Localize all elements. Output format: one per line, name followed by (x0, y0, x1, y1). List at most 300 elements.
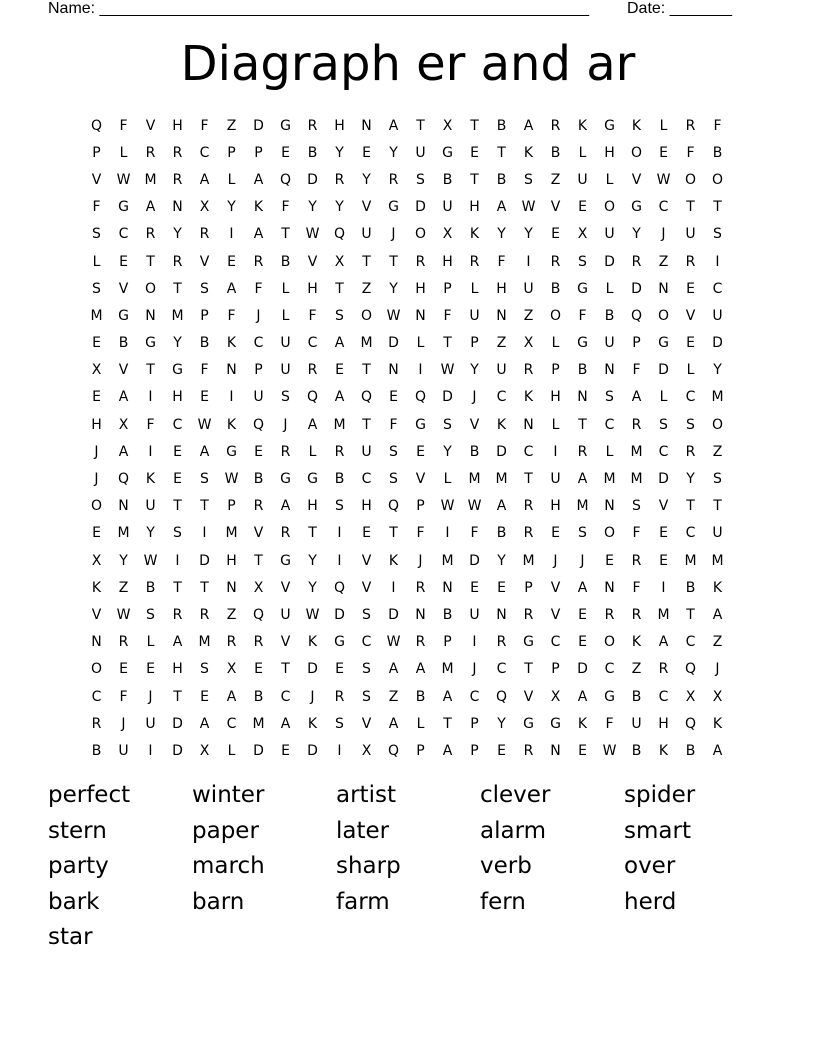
grid-letter: B (145, 579, 156, 596)
grid-letter: F (416, 525, 425, 542)
grid-letter: L (146, 634, 155, 651)
grid-letter: D (469, 552, 480, 569)
grid-letter: I (337, 552, 342, 569)
grid-letter: R (631, 416, 642, 433)
grid-letter: U (550, 471, 561, 488)
grid-letter: G (658, 335, 669, 352)
grid-letter: N (388, 362, 399, 379)
grid-letter: E (200, 389, 209, 406)
grid-letter: D (577, 661, 588, 678)
grid-letter: A (280, 715, 291, 732)
grid-letter: A (388, 661, 399, 678)
grid-letter: V (550, 579, 561, 596)
grid-row (83, 438, 731, 465)
grid-letter: S (92, 226, 101, 243)
grid-letter: C (496, 661, 507, 678)
grid-letter: X (118, 416, 129, 433)
grid-letter: Y (173, 335, 182, 352)
grid-letter: M (522, 552, 535, 569)
grid-letter: Y (686, 471, 695, 488)
grid-letter: Z (631, 661, 642, 678)
grid-letter: D (307, 742, 318, 759)
grid-letter: H (91, 416, 102, 433)
grid-letter: H (172, 117, 183, 134)
grid-letter: U (361, 226, 372, 243)
grid-letter: A (253, 226, 264, 243)
grid-letter: E (578, 634, 587, 651)
grid-letter: S (605, 389, 614, 406)
grid-letter: E (254, 661, 263, 678)
grid-letter: R (658, 661, 669, 678)
grid-letter: C (280, 688, 291, 705)
grid-letter: V (361, 199, 372, 216)
grid-row (83, 601, 731, 628)
grid-row (83, 574, 731, 601)
grid-letter: U (469, 307, 480, 324)
grid-letter: X (199, 742, 210, 759)
grid-letter: R (253, 498, 264, 515)
grid-letter: A (199, 715, 210, 732)
grid-letter: W (197, 416, 212, 433)
grid-letter: A (280, 498, 291, 515)
grid-letter: A (253, 171, 264, 188)
grid-letter: K (307, 715, 318, 732)
grid-letter: P (443, 280, 452, 297)
grid-letter: V (145, 117, 156, 134)
grid-letter: D (172, 715, 183, 732)
grid-letter: T (173, 688, 182, 705)
grid-letter: I (148, 742, 153, 759)
grid-letter: B (253, 471, 264, 488)
grid-letter: B (685, 742, 696, 759)
grid-letter: V (469, 416, 480, 433)
grid-letter: L (308, 443, 317, 460)
grid-letter: I (445, 525, 450, 542)
grid-letter: C (253, 335, 264, 352)
grid-letter: L (119, 144, 128, 161)
word-list-item: march (192, 853, 265, 879)
grid-letter: T (470, 117, 479, 134)
grid-letter: C (604, 661, 615, 678)
grid-letter: G (280, 471, 291, 488)
grid-letter: W (116, 606, 131, 623)
grid-letter: K (145, 471, 156, 488)
grid-letter: R (199, 606, 210, 623)
grid-letter: B (685, 579, 696, 596)
grid-letter: O (711, 171, 724, 188)
grid-letter: R (307, 362, 318, 379)
grid-letter: O (684, 171, 697, 188)
grid-letter: E (578, 742, 587, 759)
grid-letter: V (280, 579, 291, 596)
grid-letter: Z (226, 606, 237, 623)
grid-letter: T (443, 715, 452, 732)
grid-letter: T (686, 498, 695, 515)
grid-letter: F (632, 362, 641, 379)
grid-letter: P (227, 498, 236, 515)
grid-letter: R (172, 171, 183, 188)
grid-letter: C (658, 443, 669, 460)
grid-letter: R (280, 443, 291, 460)
grid-letter: R (523, 362, 534, 379)
grid-letter: M (684, 552, 697, 569)
grid-letter: Z (550, 171, 561, 188)
grid-letter: E (92, 525, 101, 542)
grid-letter: Z (118, 579, 129, 596)
grid-letter: V (523, 688, 534, 705)
grid-letter: J (580, 552, 585, 569)
grid-letter: F (119, 117, 128, 134)
grid-letter: E (551, 226, 560, 243)
word-search-grid (83, 112, 731, 765)
grid-letter: A (118, 443, 129, 460)
grid-letter: D (307, 171, 318, 188)
grid-letter: Y (335, 199, 344, 216)
grid-letter: J (472, 661, 477, 678)
grid-letter: S (200, 661, 209, 678)
grid-letter: A (712, 742, 723, 759)
grid-letter: S (335, 715, 344, 732)
grid-letter: G (577, 335, 588, 352)
grid-letter: Z (658, 253, 669, 270)
grid-letter: R (280, 525, 291, 542)
grid-letter: M (630, 471, 643, 488)
grid-letter: U (604, 335, 615, 352)
grid-letter: A (199, 443, 210, 460)
grid-row (83, 656, 731, 683)
grid-letter: U (118, 742, 129, 759)
grid-letter: L (605, 280, 614, 297)
grid-letter: U (685, 226, 696, 243)
grid-letter: U (577, 171, 588, 188)
grid-letter: L (470, 280, 479, 297)
grid-letter: J (94, 443, 99, 460)
grid-letter: A (496, 199, 507, 216)
grid-letter: G (334, 634, 345, 651)
grid-letter: X (91, 362, 102, 379)
grid-letter: F (227, 307, 236, 324)
grid-letter: J (472, 389, 477, 406)
grid-letter: B (712, 144, 723, 161)
grid-letter: P (470, 742, 479, 759)
grid-letter: G (442, 144, 453, 161)
grid-letter: M (117, 525, 130, 542)
grid-letter: G (415, 416, 426, 433)
grid-letter: A (226, 688, 237, 705)
grid-letter: V (361, 715, 372, 732)
grid-letter: E (173, 471, 182, 488)
grid-letter: A (442, 742, 453, 759)
grid-letter: V (631, 171, 642, 188)
grid-letter: K (226, 335, 237, 352)
grid-letter: Y (308, 552, 317, 569)
grid-letter: E (659, 144, 668, 161)
grid-letter: T (173, 498, 182, 515)
date-field-label: Date: _______ (627, 0, 732, 17)
grid-letter: O (603, 525, 616, 542)
grid-letter: O (630, 144, 643, 161)
grid-letter: J (94, 471, 99, 488)
grid-letter: Q (414, 389, 427, 406)
grid-letter: C (307, 335, 318, 352)
grid-letter: Y (335, 144, 344, 161)
grid-letter: W (440, 498, 455, 515)
grid-letter: W (305, 606, 320, 623)
grid-letter: O (711, 416, 724, 433)
grid-letter: L (551, 335, 560, 352)
grid-letter: T (713, 498, 722, 515)
grid-letter: S (146, 606, 155, 623)
grid-letter: Q (684, 715, 697, 732)
grid-letter: R (253, 253, 264, 270)
grid-letter: U (604, 226, 615, 243)
grid-letter: U (469, 606, 480, 623)
grid-row (83, 112, 731, 139)
grid-letter: V (658, 498, 669, 515)
grid-letter: B (280, 253, 291, 270)
grid-letter: A (118, 389, 129, 406)
grid-letter: X (91, 552, 102, 569)
grid-letter: P (443, 634, 452, 651)
grid-letter: R (523, 498, 534, 515)
grid-letter: D (604, 253, 615, 270)
grid-letter: B (631, 742, 642, 759)
grid-letter: O (90, 498, 103, 515)
grid-letter: Y (632, 226, 641, 243)
grid-letter: K (712, 579, 723, 596)
grid-letter: I (715, 253, 720, 270)
grid-letter: N (361, 117, 372, 134)
grid-letter: E (119, 661, 128, 678)
grid-letter: S (686, 416, 695, 433)
word-list-item: spider (624, 782, 696, 808)
grid-letter: E (362, 525, 371, 542)
grid-letter: N (91, 634, 102, 651)
grid-letter: P (92, 144, 101, 161)
grid-row (83, 384, 731, 411)
grid-letter: M (603, 471, 616, 488)
grid-letter: C (685, 525, 696, 542)
grid-letter: O (603, 199, 616, 216)
word-list (48, 778, 768, 956)
grid-row (83, 683, 731, 710)
grid-letter: A (658, 634, 669, 651)
grid-letter: C (550, 634, 561, 651)
grid-letter: I (472, 634, 477, 651)
grid-letter: Q (360, 389, 373, 406)
grid-letter: W (602, 742, 617, 759)
grid-letter: E (227, 253, 236, 270)
page-title: Diagraph er and ar (180, 36, 636, 92)
grid-letter: R (172, 144, 183, 161)
grid-letter: F (254, 280, 263, 297)
grid-letter: R (631, 606, 642, 623)
grid-letter: S (578, 525, 587, 542)
grid-letter: E (551, 525, 560, 542)
grid-letter: S (389, 471, 398, 488)
grid-letter: U (496, 362, 507, 379)
grid-letter: M (711, 389, 724, 406)
grid-letter: S (416, 171, 425, 188)
grid-letter: R (334, 443, 345, 460)
grid-letter: N (496, 606, 507, 623)
grid-letter: Y (497, 552, 506, 569)
grid-row (83, 139, 731, 166)
grid-letter: U (442, 199, 453, 216)
grid-letter: R (118, 634, 129, 651)
grid-letter: C (685, 389, 696, 406)
grid-letter: X (550, 688, 561, 705)
grid-letter: C (172, 416, 183, 433)
grid-letter: T (254, 552, 263, 569)
grid-letter: E (389, 389, 398, 406)
grid-letter: G (523, 715, 534, 732)
grid-letter: A (307, 416, 318, 433)
grid-letter: E (173, 443, 182, 460)
grid-letter: B (442, 606, 453, 623)
grid-letter: N (577, 389, 588, 406)
grid-row (83, 411, 731, 438)
grid-letter: P (200, 307, 209, 324)
grid-letter: L (686, 362, 695, 379)
grid-letter: C (658, 688, 669, 705)
grid-letter: V (280, 634, 291, 651)
grid-letter: R (388, 171, 399, 188)
grid-letter: E (497, 742, 506, 759)
grid-letter: J (283, 416, 288, 433)
grid-letter: F (470, 525, 479, 542)
grid-letter: Y (362, 171, 371, 188)
grid-letter: C (361, 634, 372, 651)
grid-letter: K (712, 715, 723, 732)
grid-letter: L (416, 715, 425, 732)
grid-letter: F (497, 253, 506, 270)
grid-letter: S (281, 389, 290, 406)
grid-letter: S (524, 171, 533, 188)
grid-letter: Y (308, 579, 317, 596)
grid-letter: H (334, 117, 345, 134)
grid-letter: A (199, 171, 210, 188)
grid-letter: P (416, 498, 425, 515)
grid-letter: O (360, 307, 373, 324)
grid-letter: Q (387, 498, 400, 515)
grid-letter: E (578, 606, 587, 623)
grid-letter: X (712, 688, 723, 705)
grid-letter: H (415, 280, 426, 297)
grid-letter: N (658, 280, 669, 297)
grid-letter: G (226, 443, 237, 460)
grid-letter: Y (389, 144, 398, 161)
grid-letter: B (496, 117, 507, 134)
grid-letter: E (578, 199, 587, 216)
grid-letter: P (470, 335, 479, 352)
grid-letter: C (712, 280, 723, 297)
grid-letter: A (523, 117, 534, 134)
grid-row (83, 737, 731, 764)
grid-row (83, 221, 731, 248)
grid-letter: Q (117, 471, 130, 488)
grid-letter: R (253, 634, 264, 651)
grid-letter: R (523, 742, 534, 759)
grid-letter: Q (387, 742, 400, 759)
grid-letter: I (148, 443, 153, 460)
word-list-item: alarm (480, 817, 547, 844)
word-list-item: over (624, 853, 676, 879)
grid-letter: E (605, 552, 614, 569)
grid-letter: E (497, 579, 506, 596)
grid-letter: U (280, 335, 291, 352)
grid-letter: K (307, 634, 318, 651)
word-list-item: artist (336, 782, 396, 808)
grid-letter: E (362, 144, 371, 161)
grid-letter: S (443, 416, 452, 433)
grid-letter: T (389, 253, 398, 270)
grid-letter: K (577, 117, 588, 134)
grid-row (83, 710, 731, 737)
grid-letter: T (200, 498, 209, 515)
grid-letter: D (388, 335, 399, 352)
word-list-item: herd (624, 888, 677, 915)
grid-letter: H (604, 144, 615, 161)
grid-letter: L (416, 335, 425, 352)
grid-letter: F (713, 117, 722, 134)
grid-letter: A (388, 117, 399, 134)
grid-letter: N (145, 307, 156, 324)
grid-letter: S (632, 498, 641, 515)
grid-letter: Q (630, 307, 643, 324)
word-list-item: sharp (336, 853, 401, 879)
grid-letter: P (470, 715, 479, 732)
grid-letter: V (307, 253, 318, 270)
grid-letter: G (145, 335, 156, 352)
grid-letter: W (440, 362, 455, 379)
grid-letter: B (118, 335, 129, 352)
grid-letter: H (550, 389, 561, 406)
grid-letter: C (658, 199, 669, 216)
grid-letter: L (659, 117, 668, 134)
grid-letter: T (713, 199, 722, 216)
grid-letter: G (118, 307, 129, 324)
grid-letter: Y (497, 715, 506, 732)
grid-letter: N (523, 416, 534, 433)
grid-letter: A (577, 471, 588, 488)
grid-letter: S (362, 661, 371, 678)
word-list-item: later (336, 817, 390, 844)
grid-letter: Q (306, 389, 319, 406)
grid-letter: P (416, 742, 425, 759)
grid-letter: N (604, 362, 615, 379)
grid-letter: T (146, 253, 155, 270)
grid-letter: E (686, 280, 695, 297)
grid-letter: M (333, 416, 346, 433)
grid-letter: V (199, 253, 210, 270)
grid-letter: K (658, 742, 669, 759)
grid-letter: M (171, 307, 184, 324)
grid-letter: H (307, 280, 318, 297)
grid-letter: Q (279, 171, 292, 188)
grid-letter: P (551, 661, 560, 678)
grid-letter: N (442, 579, 453, 596)
grid-letter: E (146, 661, 155, 678)
grid-letter: R (550, 117, 561, 134)
grid-letter: X (253, 579, 264, 596)
grid-letter: C (604, 416, 615, 433)
grid-letter: F (281, 199, 290, 216)
grid-row (83, 248, 731, 275)
grid-letter: J (661, 226, 666, 243)
grid-letter: A (334, 335, 345, 352)
grid-letter: T (362, 416, 371, 433)
